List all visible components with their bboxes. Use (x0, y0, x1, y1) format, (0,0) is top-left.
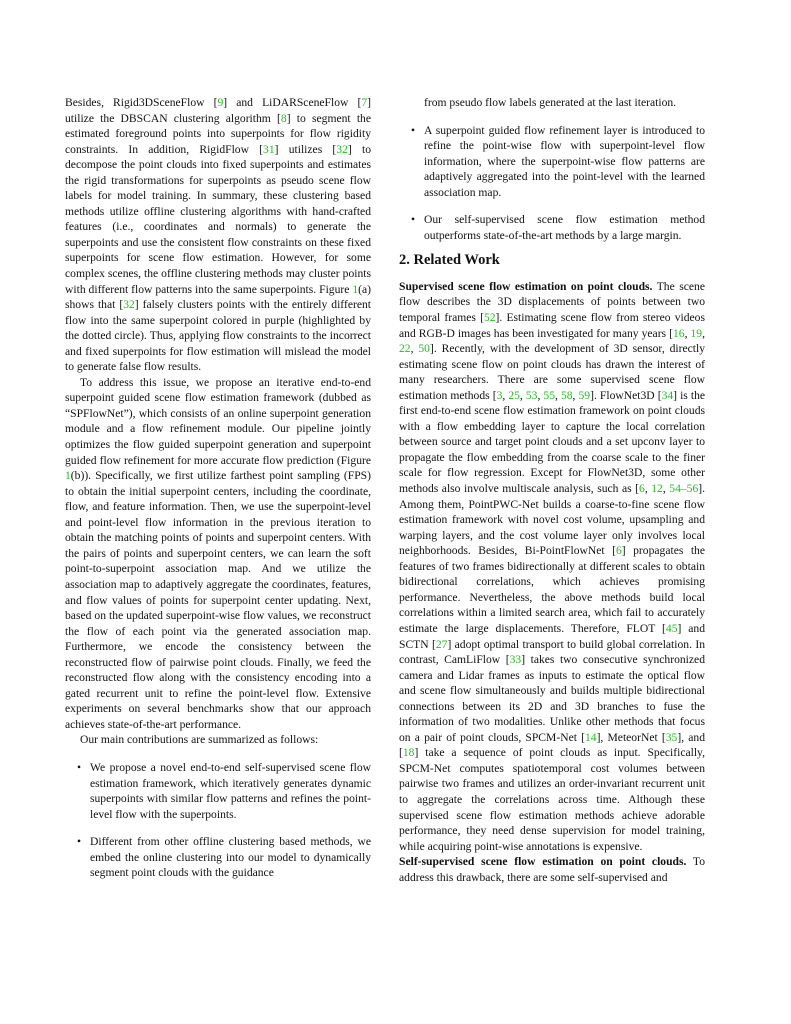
contributions-list-part2 (399, 95, 705, 243)
citation-link[interactable]: 3 (496, 388, 503, 402)
citation-link[interactable]: 52 (483, 311, 496, 325)
paragraph-runin-heading: Supervised scene flow estimation on point clouds. (399, 279, 653, 293)
citation-link[interactable]: 35 (665, 730, 678, 744)
citation-link[interactable]: 54–56 (669, 482, 699, 496)
citation-link[interactable]: 19 (690, 326, 703, 340)
citation-link[interactable]: 9 (217, 96, 224, 109)
right-column (399, 95, 705, 885)
contribution-item-2-continued: from pseudo flow labels generated at the last iteration. (424, 96, 677, 109)
citation-link[interactable]: 50 (418, 342, 430, 356)
citation-link[interactable]: 14 (584, 730, 597, 744)
citation-link[interactable]: 7 (361, 96, 368, 109)
contributions-intro: Our main contributions are summarized as follows: (80, 733, 319, 747)
contribution-item-1: • We propose a novel end-to-end self-supervised scene flow estimation framework, which iteratively generates dynamic superpoints with similar flow patterns and refines the point-level flow with the superpoints. (65, 760, 371, 822)
intro-paragraph-1: Besides, Rigid3DSceneFlow [9] and LiDARSceneFlow [7] utilize the DBSCAN clustering algorithm [8] to segment the estimated foreground points into superpoints for flow rigidity constraints. In addition, RigidFlow [31] utilizes [32] to decompose the point clouds into fixed superpoints and estimates the rigid transformations for superpoints as pseudo scene flow labels for model training. In summary, these clustering based methods utilize offline clustering algorithms with hand-crafted features (i.e., coordinates and normals) to generate the superpoints and use the consistent flow constraints on these fixed superpoints for scene flow estimation. However, for some complex scenes, the offline clustering methods may cluster points with different flow patterns into the same superpoints. Figure 1(a) shows that [32] falsely clusters points with the entirely different flow into the same superpoint colored in purple (highlighted by the dotted circle). Thus, applying flow constraints to the incorrect and fixed superpoints for flow estimation will mislead the model to generate false flow results. (65, 96, 371, 374)
citation-link[interactable]: 27 (435, 637, 448, 651)
citation-link[interactable]: 33 (509, 653, 522, 667)
citation-link[interactable]: 55 (543, 388, 555, 402)
citation-link[interactable]: 6 (615, 544, 622, 558)
citation-link[interactable]: 16 (672, 326, 685, 340)
citation-link[interactable]: 8 (280, 111, 287, 125)
citation-link[interactable]: 22 (399, 342, 411, 356)
citation-link[interactable]: 58 (560, 388, 573, 402)
citation-link[interactable]: 6 (639, 482, 645, 496)
contribution-item-3: • A superpoint guided flow refinement layer is introduced to refine the point-wise flow with superpoint-level flow information, where the superpoint-wise flow patterns are adaptively aggregated into the point-level with the learned association map. (399, 123, 705, 201)
related-work-paragraph-2 (399, 854, 705, 885)
related-work-paragraph-1-body: The scene flow describes the 3D displacements of points between two temporal frames [52]. Estimating scene flow from stereo videos and RGB-D images has been investigated for many years [16, 19, 22, 50]. Recently, with the development of 3D sensor, directly estimating scene flow on point clouds has drawn the interest of many researchers. There are some supervised scene flow estimation methods [3, 25, 53, 55, 58, 59]. FlowNet3D [34] is the first end-to-end scene flow estimation framework on point clouds with a flow embedding layer to capture the local correlation between source and target point clouds and a set upconv layer to propagate the flow embedding from the coarse scale to the finer scale for flow regression. Except for FlowNet3D, some other methods also involve multiscale analysis, such as [6, 12, 54–56]. Among them, PointPWC-Net builds a coarse-to-fine scene flow estimation framework with novel cost volume, upsampling and warping layers, and the cost volume layer only involves local neighborhoods. Besides, Bi-PointFlowNet [6] propagates the features of two frames bidirectionally at different scales to obtain bidirectional correlations, which achieves promising performance. Nevertheless, the above methods build local correlations within a limited search area, which fail to accurately estimate the large displacements. Therefore, FLOT [45] and SCTN [27] adopt optimal transport to build global correlation. In contrast, CamLiFlow [33] takes two consecutive synchronized camera and Lidar frames as inputs to estimate the optical flow and scene flow simultaneously and builds multiple bidirectional connections between its 2D and 3D branches to fuse the information of two modalities. Unlike other methods that focus on a pair of point clouds, SPCM-Net [14], MeteorNet [35], and [18] take a sequence of point clouds as input. Specifically, SPCM-Net computes spatiotemporal cost volumes between pairwise two frames and utilizes an order-invariant recurrent unit to aggregate the correlations across time. Although these supervised scene flow estimation methods achieve adorable performance, they need dense supervision for model training, while acquiring point-wise annotations is expensive. (399, 279, 706, 853)
citation-link[interactable]: 59 (578, 388, 591, 402)
citation-link[interactable]: 53 (525, 388, 538, 402)
contribution-item-4: • Our self-supervised scene flow estimation method outperforms state-of-the-art methods by a large margin. (399, 212, 705, 243)
intro-paragraph-2: To address this issue, we propose an iterative end-to-end superpoint guided scene flow estimation framework (dubbed as “SPFlowNet”), which consists of an online superpoint generation module and a flow refinement module. Our pipeline jointly optimizes the flow guided superpoint generation and superpoint guided flow refinement for more accurate flow prediction (Figure 1(b)). Specifically, we first utilize farthest point sampling (FPS) to obtain the initial superpoint centers, including the coordinate, flow, and feature information. Then, we use the superpoint-level and point-level flow information in the previous iteration to obtain the matching points of points and superpoint centers. With the pairs of points and superpoint centers, we can learn the soft point-to-superpoint association map. And we utilize the association map to adaptively aggregate the coordinates, features, and flow values of points for superpoint center updating. Next, based on the updated superpoint-wise flow values, we reconstruct the flow of each point via the generated association map. Furthermore, we encode the consistency between the reconstructed flow of pairwise point clouds. Finally, we feed the reconstructed flow along with the consistency encoding into a gated recurrent unit to refine the point-level flow. Extensive experiments on several benchmarks show that our approach achieves state-of-the-art performance. (65, 375, 371, 731)
citation-link[interactable]: 1 (352, 282, 359, 296)
related-work-paragraph-2-body: To address this drawback, there are some self-supervised and (399, 855, 705, 884)
contribution-item-2: • Different from other offline clustering based methods, we embed the online clustering into our model to dynamically segment point clouds with the guidance (65, 834, 371, 881)
citation-link[interactable]: 1 (65, 469, 71, 483)
related-work-paragraph-1 (399, 279, 705, 854)
citation-link[interactable]: 31 (263, 142, 275, 156)
paragraph-runin-heading: Self-supervised scene flow estimation on point clouds. (399, 855, 687, 869)
left-column (65, 95, 371, 881)
citation-link[interactable]: 12 (651, 482, 663, 496)
citation-link[interactable]: 25 (508, 388, 520, 402)
citation-link[interactable]: 32 (336, 142, 348, 156)
citation-link[interactable]: 34 (661, 388, 674, 402)
citation-link[interactable]: 32 (123, 298, 135, 312)
contributions-list-part1 (65, 760, 371, 881)
citation-link[interactable]: 18 (402, 746, 415, 760)
citation-link[interactable]: 45 (665, 621, 678, 635)
section-heading-related-work: 2. Related Work (399, 252, 500, 269)
